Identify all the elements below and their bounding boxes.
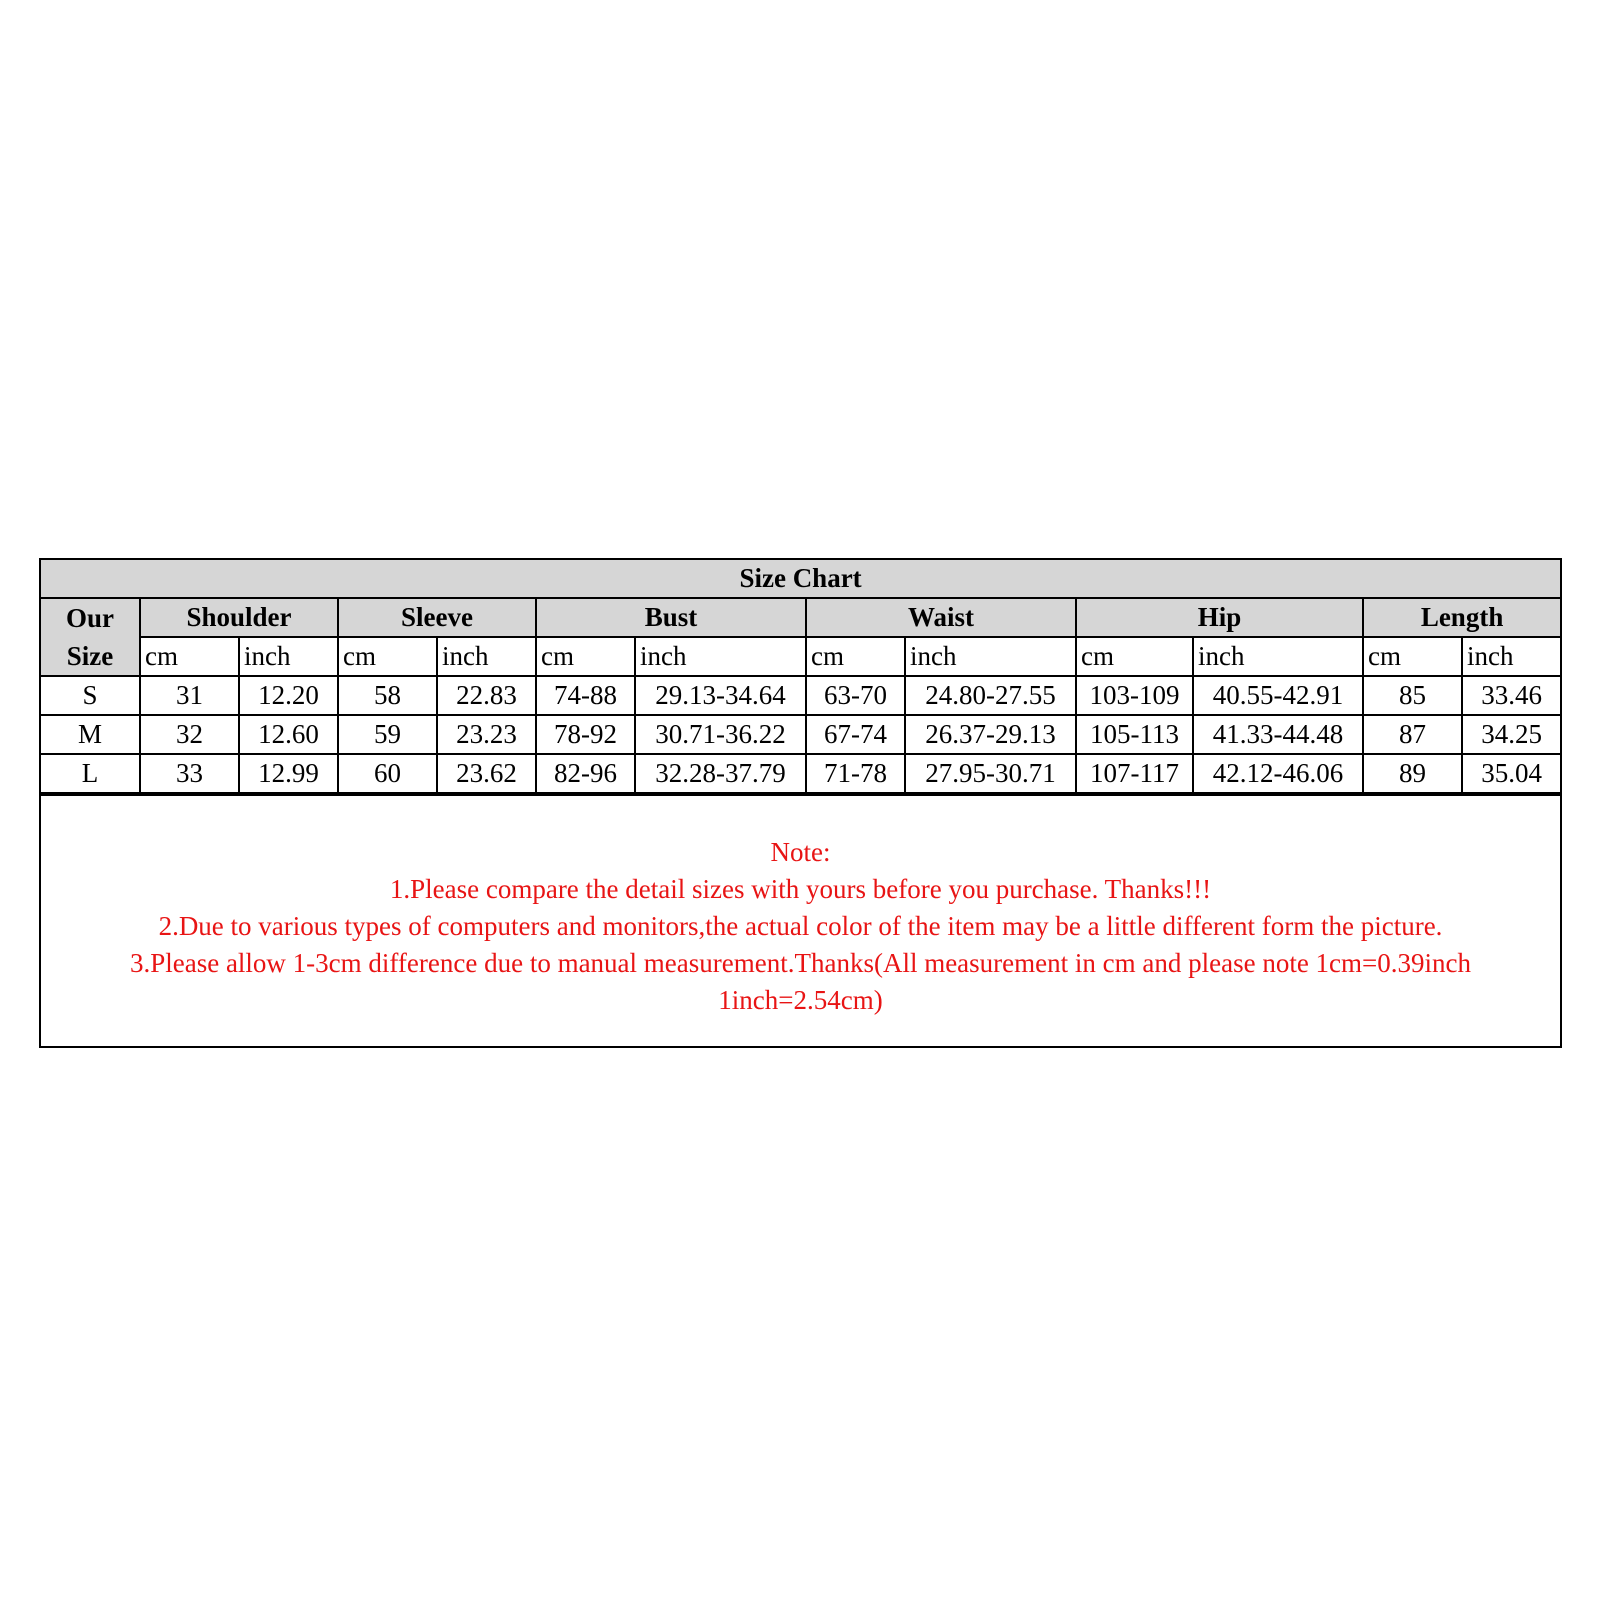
table-cell: 78-92 bbox=[536, 715, 635, 754]
unit-cm: cm bbox=[1076, 637, 1193, 676]
header-hip: Hip bbox=[1076, 598, 1363, 637]
header-bust: Bust bbox=[536, 598, 806, 637]
table-cell: 27.95-30.71 bbox=[905, 754, 1076, 793]
table-cell: 32 bbox=[140, 715, 239, 754]
table-cell: 23.62 bbox=[437, 754, 536, 793]
unit-inch: inch bbox=[437, 637, 536, 676]
table-cell: 87 bbox=[1363, 715, 1462, 754]
note-line-3: 3.Please allow 1-3cm difference due to manual measurement.Thanks(All measurement in cm and please note 1cm=0.39inch bbox=[129, 948, 1472, 978]
our-size-header bbox=[41, 598, 140, 676]
table-cell: 29.13-34.64 bbox=[635, 676, 806, 715]
table-cell: 107-117 bbox=[1076, 754, 1193, 793]
table-cell: 105-113 bbox=[1076, 715, 1193, 754]
unit-cm: cm bbox=[140, 637, 239, 676]
note-line-1: 1.Please compare the detail sizes with yours before you purchase. Thanks!!! bbox=[389, 874, 1212, 904]
table-cell: 41.33-44.48 bbox=[1193, 715, 1363, 754]
table-cell: 31 bbox=[140, 676, 239, 715]
table-cell: 33.46 bbox=[1462, 676, 1560, 715]
unit-inch: inch bbox=[1462, 637, 1560, 676]
table-row bbox=[41, 676, 1560, 715]
unit-inch: inch bbox=[635, 637, 806, 676]
unit-inch: inch bbox=[239, 637, 338, 676]
note-line-2: 2.Due to various types of computers and monitors,the actual color of the item may be a little different form the picture. bbox=[158, 911, 1443, 941]
table-cell: 58 bbox=[338, 676, 437, 715]
notes-heading: Note: bbox=[770, 837, 831, 867]
table-cell: 22.83 bbox=[437, 676, 536, 715]
table-cell: 42.12-46.06 bbox=[1193, 754, 1363, 793]
size-chart bbox=[39, 558, 1562, 1048]
chart-title: Size Chart bbox=[41, 560, 1560, 598]
size-table bbox=[41, 560, 1560, 794]
table-cell: 63-70 bbox=[806, 676, 905, 715]
table-cell: 74-88 bbox=[536, 676, 635, 715]
table-cell: 67-74 bbox=[806, 715, 905, 754]
table-cell: 59 bbox=[338, 715, 437, 754]
unit-cm: cm bbox=[536, 637, 635, 676]
size-label: M bbox=[41, 715, 140, 754]
our-size-label-line1: Our bbox=[65, 603, 114, 633]
unit-inch: inch bbox=[905, 637, 1076, 676]
table-cell: 24.80-27.55 bbox=[905, 676, 1076, 715]
table-cell: 26.37-29.13 bbox=[905, 715, 1076, 754]
unit-cm: cm bbox=[806, 637, 905, 676]
table-cell: 12.99 bbox=[239, 754, 338, 793]
header-length: Length bbox=[1363, 598, 1560, 637]
table-cell: 32.28-37.79 bbox=[635, 754, 806, 793]
size-label: L bbox=[41, 754, 140, 793]
notes-section bbox=[41, 794, 1560, 1046]
unit-inch: inch bbox=[1193, 637, 1363, 676]
unit-cm: cm bbox=[338, 637, 437, 676]
table-cell: 34.25 bbox=[1462, 715, 1560, 754]
header-shoulder: Shoulder bbox=[140, 598, 338, 637]
size-label: S bbox=[41, 676, 140, 715]
table-cell: 33 bbox=[140, 754, 239, 793]
table-cell: 12.60 bbox=[239, 715, 338, 754]
table-cell: 23.23 bbox=[437, 715, 536, 754]
table-cell: 60 bbox=[338, 754, 437, 793]
header-waist: Waist bbox=[806, 598, 1076, 637]
unit-cm: cm bbox=[1363, 637, 1462, 676]
table-cell: 12.20 bbox=[239, 676, 338, 715]
note-line-4: 1inch=2.54cm) bbox=[718, 985, 883, 1015]
table-cell: 85 bbox=[1363, 676, 1462, 715]
table-cell: 82-96 bbox=[536, 754, 635, 793]
table-cell: 30.71-36.22 bbox=[635, 715, 806, 754]
table-cell: 40.55-42.91 bbox=[1193, 676, 1363, 715]
table-cell: 103-109 bbox=[1076, 676, 1193, 715]
table-cell: 71-78 bbox=[806, 754, 905, 793]
table-cell: 89 bbox=[1363, 754, 1462, 793]
table-row bbox=[41, 754, 1560, 793]
header-sleeve: Sleeve bbox=[338, 598, 536, 637]
table-row bbox=[41, 715, 1560, 754]
table-cell: 35.04 bbox=[1462, 754, 1560, 793]
our-size-label-line2: Size bbox=[66, 641, 114, 671]
